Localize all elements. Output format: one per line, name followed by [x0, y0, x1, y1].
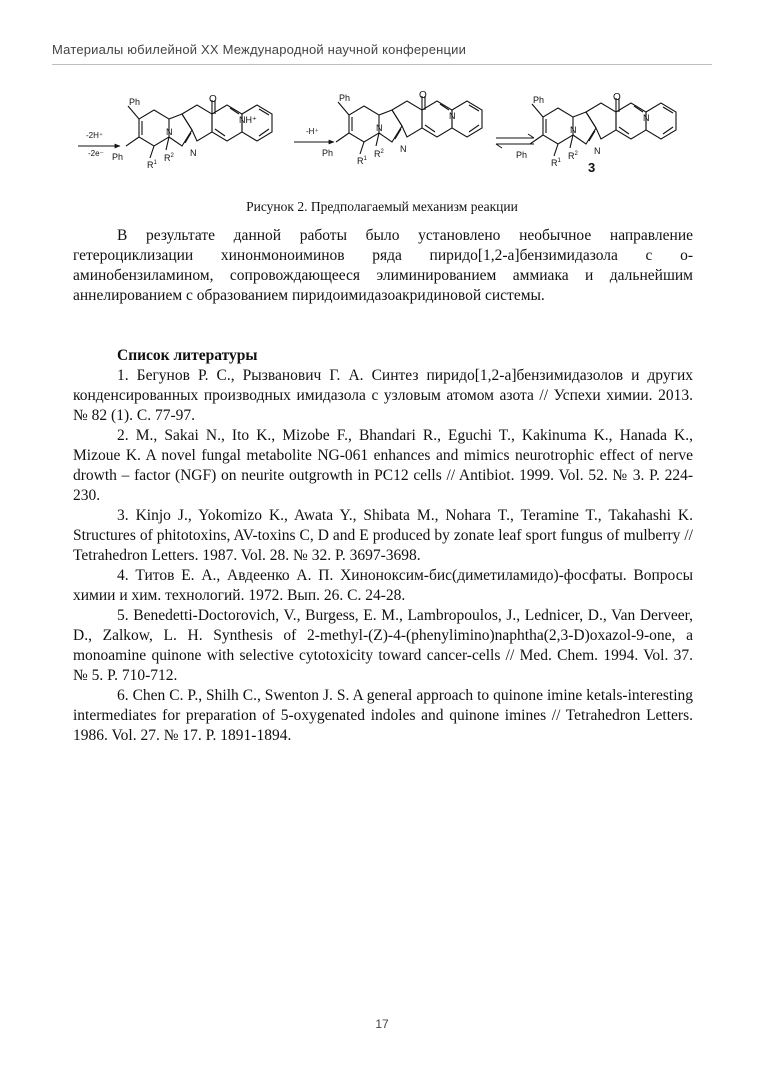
reaction-scheme-drawing: [76, 90, 686, 194]
arrow-1-top-label: -2H⁺: [86, 131, 104, 140]
reference-item: 3. Kinjo J., Yokomizo K., Awata Y., Shibata M., Nohara T., Teramine T., Takahashi K. Structures of phitotoxins, AV-toxins C, D and E produced by zonate leaf sport fungus of mulberry // Tetrahedron Letters. 1987. Vol. 28. № 32. P. 3697-3698.: [73, 507, 693, 564]
label-ph: Ph: [322, 148, 334, 158]
conclusion-paragraph: В результате данной работы было установлено необычное направление гетероциклизации хинонмоноиминов ряда пиридо[1,2-a]бензимидазола с о-аминобензиламином, сопровождающееся элиминированием аммиака и дальнейшим аннелированием с образованием пиридоимидазоакридиновой системы.: [73, 227, 693, 304]
label-n: N: [643, 113, 650, 123]
label-o: O: [613, 92, 621, 103]
running-header: Материалы юбилейной XX Международной научной конференции: [52, 42, 467, 57]
header-divider: [52, 64, 712, 65]
reference-item: 1. Бегунов Р. С., Рызванович Г. А. Синтез пиридо[1,2-a]бензимидазолов и других конденсированных производных имидазола с узловым атомом азота // Успехи химии. 2013. № 82 (1). С. 77-97.: [73, 367, 693, 424]
structure-protonated-intermediate: [112, 94, 272, 170]
reference-item: 4. Титов Е. А., Авдеенко А. П. Хиноноксим-бис(диметиламидо)-фосфаты. Вопросы химии и хим. технологий. 1972. Вып. 26. С. 24-28.: [73, 567, 693, 604]
reference-item: 5. Benedetti-Doctorovich, V., Burgess, E. M., Lambropoulos, J., Lednicer, D., Van Derveer, D., Zalkow, L. H. Synthesis of 2-methyl-(Z)-4-(phenylimino)naphtha(2,3-D)oxazol-9-one, a monoamine quinone with selective cytotoxicity toward cancer-cells // Med. Chem. 1994. Vol. 37. № 5. P. 710-712.: [73, 607, 693, 684]
label-ph: Ph: [129, 97, 141, 107]
reference-item: 2. M., Sakai N., Ito K., Mizobe F., Bhandari R., Eguchi T., Kakinuma K., Hanada K., Mizoue K. A novel fungal metabolite NG-061 enhances and mimics neurotrophic effect of nerve drowth – factor (NGF) on neurite outgrowth in PC12 cells // Antibiot. 1999. Vol. 52. № 3. P. 224-230.: [73, 427, 693, 504]
label-r1: $R^1$: [551, 158, 561, 168]
label-r2: $R^2$: [164, 153, 174, 163]
references-section: [73, 346, 693, 746]
reaction-scheme-figure: [76, 90, 686, 194]
label-r2: $R^2$: [374, 149, 384, 159]
label-n: N: [190, 148, 197, 158]
label-ph: Ph: [112, 152, 124, 162]
label-n: N: [166, 127, 173, 137]
label-r1: $R^1$: [147, 160, 157, 170]
structure-neutral-intermediate: [322, 90, 482, 166]
compound-number: 3: [588, 160, 596, 175]
label-ph: Ph: [339, 93, 351, 103]
label-ph: Ph: [533, 95, 545, 105]
label-n: N: [400, 144, 407, 154]
label-ph: Ph: [516, 150, 528, 160]
body-text: [73, 226, 693, 306]
label-o: O: [209, 94, 217, 105]
equilibrium-arrow: [496, 134, 534, 148]
label-n: N: [376, 123, 383, 133]
structure-product-3: [516, 92, 676, 175]
label-nh-plus: NH⁺: [239, 115, 257, 125]
label-r1: $R^1$: [357, 156, 367, 166]
reference-item: 6. Chen C. P., Shilh C., Swenton J. S. A general approach to quinone imine ketals-interesting intermediates for preparation of 5-oxygenated indoles and quinone imines // Tetrahedron Letters. 1986. Vol. 27. № 17. P. 1891-1894.: [73, 687, 693, 744]
arrow-1-bottom-label: -2e⁻: [88, 149, 104, 158]
page-number: 17: [375, 1017, 389, 1031]
label-n: N: [570, 125, 577, 135]
label-n: N: [449, 111, 456, 121]
label-o: O: [419, 90, 427, 101]
label-r2: $R^2$: [568, 151, 578, 161]
arrow-2-top-label: -H⁺: [306, 127, 319, 136]
figure-caption: Рисунок 2. Предполагаемый механизм реакции: [246, 199, 518, 214]
label-n: N: [594, 146, 601, 156]
references-title: Список литературы: [117, 347, 258, 364]
